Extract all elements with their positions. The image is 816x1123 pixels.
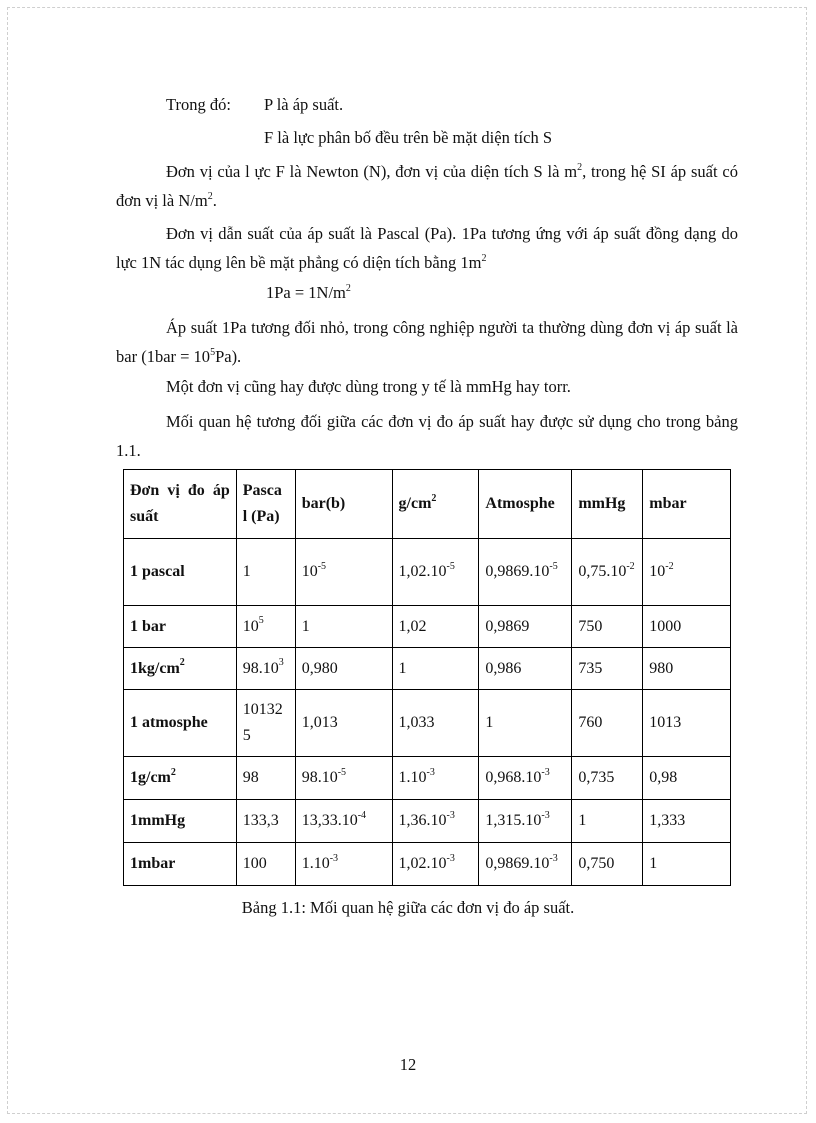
header-pascal: Pasca l (Pa) [236, 470, 295, 539]
table-cell: 101325 [236, 690, 295, 757]
row-label: 1 pascal [124, 539, 237, 606]
table-cell: $10^5$ [236, 606, 295, 648]
table-row [124, 539, 731, 606]
definition-f: F là lực phân bố đều trên bề mặt diện tích S [264, 128, 553, 147]
table-cell: 1013 [643, 690, 731, 757]
table-cell: $1.10^{-3}$ [392, 757, 479, 800]
table-cell: 980 [643, 648, 731, 690]
table-cell: $0,75.10^{-2}$ [572, 539, 643, 606]
table-cell: $10^{-5}$ [295, 539, 392, 606]
table-cell: 1000 [643, 606, 731, 648]
row-label: $1kg/cm^2$ [124, 648, 237, 690]
page-number: 12 [399, 1055, 417, 1074]
header-mbar: mbar [643, 470, 731, 539]
formula-pascal: $1Pa = 1N/m^2$ [266, 282, 351, 302]
table-cell: $1,02.10^{-3}$ [392, 843, 479, 886]
table-cell: $0,9869.10^{-5}$ [479, 539, 572, 606]
table-cell: 98 [236, 757, 295, 800]
table-row [124, 843, 731, 886]
table-cell: 1 [479, 690, 572, 757]
table-cell: $1.10^{-3}$ [295, 843, 392, 886]
table-cell: $10^{-2}$ [643, 539, 731, 606]
header-unit: Đơn vị đo áp suất [124, 470, 237, 539]
table-cell: 1 [295, 606, 392, 648]
header-atmosphe: Atmosphe [479, 470, 572, 539]
table-cell: 750 [572, 606, 643, 648]
table-cell: 0,980 [295, 648, 392, 690]
pressure-units-table [123, 469, 731, 886]
table-cell: 100 [236, 843, 295, 886]
table-cell: $0,968.10^{-3}$ [479, 757, 572, 800]
table-row [124, 648, 731, 690]
row-label: 1mmHg [124, 800, 237, 843]
row-label: 1 atmosphe [124, 690, 237, 757]
table-cell: 1 [392, 648, 479, 690]
table-cell: 1,013 [295, 690, 392, 757]
row-label: 1 bar [124, 606, 237, 648]
row-label: 1mbar [124, 843, 237, 886]
table-cell: 0,750 [572, 843, 643, 886]
table-row [124, 757, 731, 800]
table-cell: 1,333 [643, 800, 731, 843]
table-cell: 1 [572, 800, 643, 843]
table-cell: $1,02.10^{-5}$ [392, 539, 479, 606]
table-header-row [124, 470, 731, 539]
table-cell: $98.10^{-5}$ [295, 757, 392, 800]
table-cell: $1,36.10^{-3}$ [392, 800, 479, 843]
table-cell: 760 [572, 690, 643, 757]
table-cell: 0,98 [643, 757, 731, 800]
paragraph-si-unit: Đơn vị của l ực F là Newton (N), đơn vị của diện tích S là $m^2$, trong hệ SI áp suất có đơn vị là $N/m^2$. [116, 161, 738, 210]
table-cell: 1 [236, 539, 295, 606]
table-caption: Bảng 1.1: Mối quan hệ giữa các đơn vị đo áp suất. [241, 898, 575, 917]
paragraph-pascal: Đơn vị dẫn suất của áp suất là Pascal (Pa). 1Pa tương ứng với áp suất đồng dạng do lực 1N tác dụng lên bề mặt phẳng có diện tích bằng $1m^2$ [116, 224, 738, 272]
header-mmhg: mmHg [572, 470, 643, 539]
label-trong-do: Trong đó: [166, 95, 231, 114]
header-gcm2: $g/cm^2$ [392, 470, 479, 539]
table-row [124, 800, 731, 843]
table-cell: 133,3 [236, 800, 295, 843]
table-row [124, 690, 731, 757]
table-cell: 0,986 [479, 648, 572, 690]
header-bar: bar(b) [295, 470, 392, 539]
table-cell: 0,9869 [479, 606, 572, 648]
table-cell: $13,33.10^{-4}$ [295, 800, 392, 843]
paragraph-bar: Áp suất 1Pa tương đối nhỏ, trong công nghiệp người ta thường dùng đơn vị áp suất là bar $(1bar = 10^5Pa)$. [116, 318, 738, 366]
table-cell: 1,033 [392, 690, 479, 757]
table-cell: 98.10$^3$ [236, 648, 295, 690]
table-row [124, 606, 731, 648]
table-cell: $0,9869.10^{-3}$ [479, 843, 572, 886]
row-label: $1g/cm^2$ [124, 757, 237, 800]
table-cell: 735 [572, 648, 643, 690]
paragraph-mmhg: Một đơn vị cũng hay được dùng trong y tế là mmHg hay torr. [166, 377, 571, 396]
table-cell: $1,315.10^{-3}$ [479, 800, 572, 843]
paragraph-table-intro: Mối quan hệ tương đối giữa các đơn vị đo áp suất hay được sử dụng cho trong bảng 1.1. [116, 412, 738, 460]
definition-p: P là áp suất. [264, 95, 344, 114]
table-cell: 0,735 [572, 757, 643, 800]
table-cell: 1,02 [392, 606, 479, 648]
table-cell: 1 [643, 843, 731, 886]
